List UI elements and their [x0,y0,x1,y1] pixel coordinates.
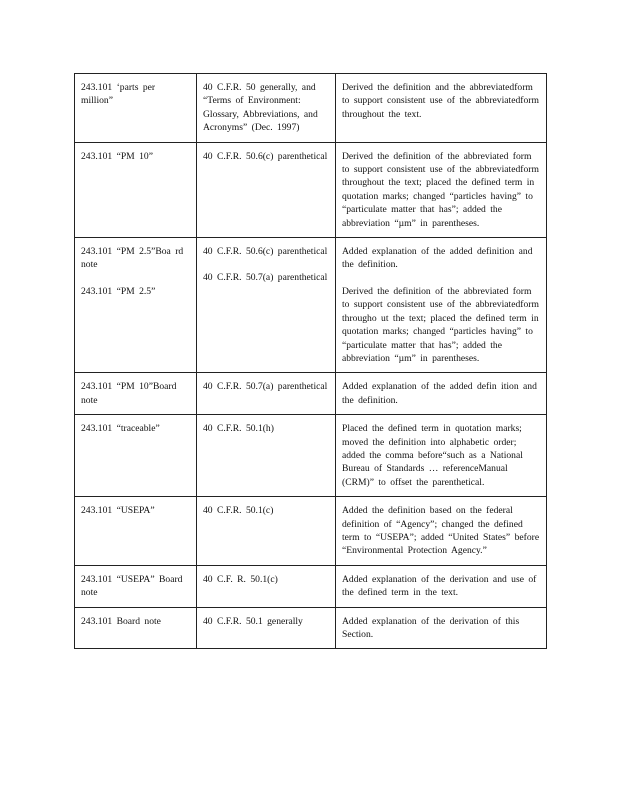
section-text: 243.101 “USEPA” [81,505,155,517]
explanation-cell [336,415,547,497]
source-text: 40 C.F.R. 50.1(c) [203,505,274,517]
explanation-text: Added explanation of the derivation of this Section. [342,615,520,640]
source-cell [197,415,336,497]
section-cell [75,74,197,143]
section-cell [75,415,197,497]
section-cell [75,142,197,237]
source-text: 40 C.F.R. 50.7(a) parenthetical [203,381,328,393]
table-row [75,497,547,566]
section-cell [75,497,197,566]
source-cell [197,607,336,649]
section-cell [75,565,197,607]
section-text: 243.101 “PM 2.5” [81,285,156,297]
table-row [75,238,547,373]
source-text: 40 C.F.R. 50.1 generally [203,615,303,627]
explanation-text: Added explanation of the added definition and the definition. [342,246,533,271]
table-row [75,373,547,415]
explanation-text: Derived the definition of the abbreviated form to support consistent use of the abbreviatedform througho ut the text; placed the defined term in quotation marks; changed “particles having” to “particulate matter that has”; added the abbreviation “µm” in parentheses. [342,285,539,364]
source-text: 40 C.F.R. 50 generally, and “Terms of Environment: Glossary, Abbreviations, and Acronyms” (Dec. 1997) [203,82,318,134]
explanation-text: Added explanation of the derivation and use of the defined term in the text. [342,573,537,599]
explanation-text: Added the definition based on the federal definition of “Agency”; changed the defined term to “USEPA”; added “United States” before “Environmental Protection Agency.” [342,505,540,557]
explanation-cell [336,565,547,607]
section-text: 243.101 “PM 2.5”Boa rd note [81,246,184,271]
derivation-table [74,73,547,649]
section-cell [75,373,197,415]
section-text: 243.101 “USEPA” Board note [81,573,183,599]
explanation-cell [336,238,547,373]
explanation-cell [336,373,547,415]
section-text: 243.101 Board note [81,615,161,627]
source-text: 40 C.F.R. 50.7(a) parenthetical [203,272,328,284]
table-row [75,74,547,143]
table-row [75,415,547,497]
table-row [75,607,547,649]
table-row [75,565,547,607]
section-text: 243.101 ‘parts per million” [81,82,156,107]
explanation-text: Derived the definition of the abbreviated form to support consistent use of the abbreviatedform throughout the text; placed the defined term in quotation marks; changed “particles having” to “particulate matter that has”; added the abbreviation “µm” in parentheses. [342,150,539,229]
source-text: 40 C.F.R. 50.1(h) [203,423,274,435]
explanation-text: Added explanation of the added defin ition and the definition. [342,381,537,406]
source-cell [197,497,336,566]
explanation-text: Placed the defined term in quotation marks; moved the definition into alphabetic order; added the comma before“such as a National Bureau of Standards … referenceManual (CRM)” to offset the parenthetical. [342,423,523,488]
explanation-cell [336,74,547,143]
source-text: 40 C.F. R. 50.1(c) [203,573,278,585]
explanation-text: Derived the definition and the abbreviatedform to support consistent use of the abbreviatedform throughout the text. [342,82,539,120]
source-cell [197,142,336,237]
source-text: 40 C.F.R. 50.6(c) parenthetical [203,150,328,162]
explanation-cell [336,497,547,566]
section-cell [75,607,197,649]
section-text: 243.101 “PM 10” [81,150,153,162]
source-text: 40 C.F.R. 50.6(c) parenthetical [203,246,328,258]
source-cell [197,238,336,373]
source-cell [197,74,336,143]
section-text: 243.101 “traceable” [81,423,160,435]
section-text: 243.101 “PM 10”Board note [81,381,177,406]
table-row [75,142,547,237]
section-cell [75,238,197,373]
table-body [75,74,547,649]
explanation-cell [336,607,547,649]
explanation-cell [336,142,547,237]
source-cell [197,373,336,415]
source-cell [197,565,336,607]
